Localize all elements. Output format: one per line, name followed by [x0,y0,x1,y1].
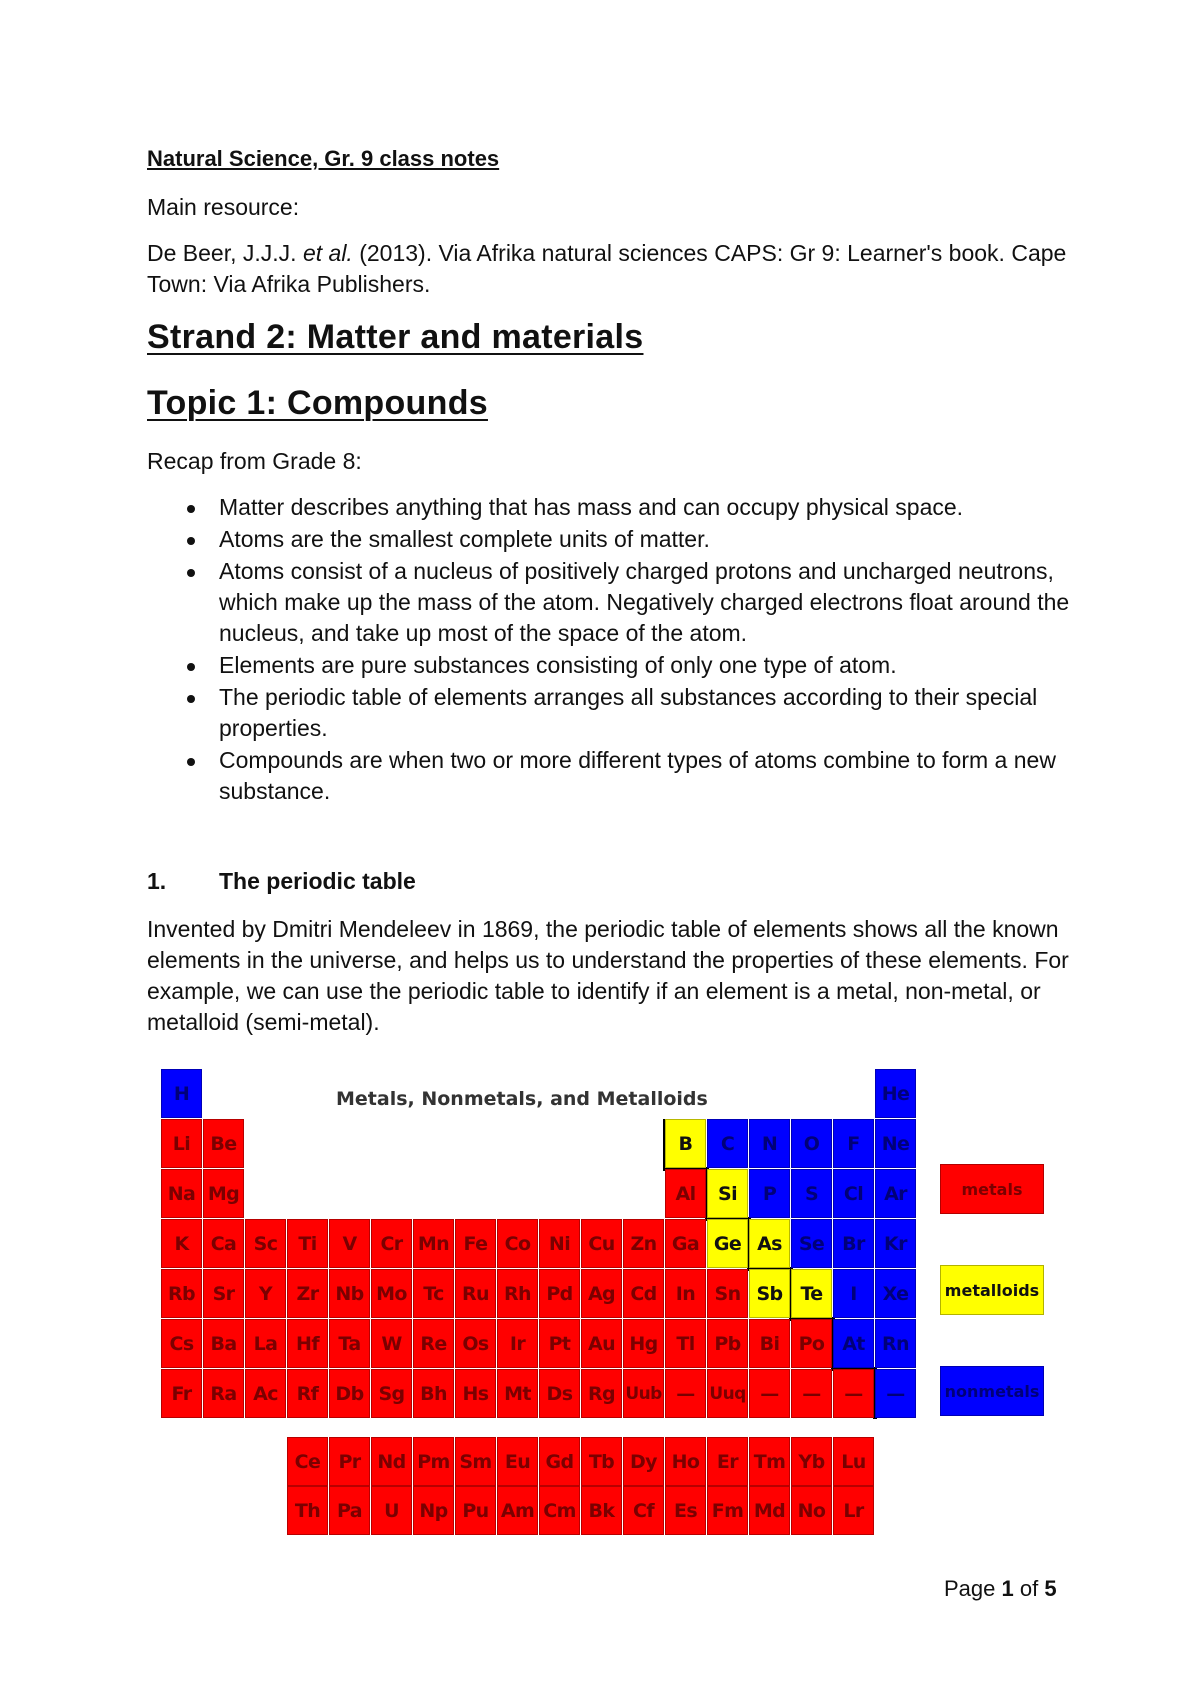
element-cell-li: Li [161,1119,202,1168]
list-item: Elements are pure substances consisting of only one type of atom. [147,650,1087,681]
element-cell-gd: Gd [539,1437,580,1486]
element-cell-bi: Bi [749,1319,790,1368]
element-cell-mo: Mo [371,1269,412,1318]
citation-authors: De Beer, J.J.J. [147,240,303,266]
element-cell-blank: — [833,1369,874,1418]
element-cell-tl: Tl [665,1319,706,1368]
element-cell-he: He [875,1069,916,1118]
section-number: 1. [147,868,167,894]
topic-heading: Topic 1: Compounds [147,384,488,422]
element-cell-er: Er [707,1437,748,1486]
element-cell-tm: Tm [749,1437,790,1486]
element-cell-ir: Ir [497,1319,538,1368]
element-cell-cm: Cm [539,1486,580,1535]
element-cell-bk: Bk [581,1486,622,1535]
resource-label: Main resource: [147,194,300,220]
element-cell-yb: Yb [791,1437,832,1486]
element-cell-tb: Tb [581,1437,622,1486]
document-title: Natural Science, Gr. 9 class notes [147,146,500,171]
element-cell-ca: Ca [203,1219,244,1268]
bullet-icon [187,695,195,703]
element-cell-ge: Ge [707,1219,748,1268]
element-cell-co: Co [497,1219,538,1268]
bullet-icon [187,537,195,545]
strand-heading: Strand 2: Matter and materials [147,318,644,356]
bullet-icon [187,505,195,513]
element-cell-la: La [245,1319,286,1368]
bullet-icon [187,663,195,671]
element-cell-sg: Sg [371,1369,412,1418]
element-cell-in: In [665,1269,706,1318]
element-cell-fr: Fr [161,1369,202,1418]
element-cell-sb: Sb [749,1269,790,1318]
bullet-icon [187,569,195,577]
element-cell-blank: — [791,1369,832,1418]
element-cell-se: Se [791,1219,832,1268]
element-cell-ne: Ne [875,1119,916,1168]
element-cell-h: H [161,1069,202,1118]
element-cell-cs: Cs [161,1319,202,1368]
metal-nonmetal-staircase-line [665,1119,875,1419]
element-cell-pt: Pt [539,1319,580,1368]
element-cell-nd: Nd [371,1437,412,1486]
recap-bullet-list [147,492,1087,808]
element-cell-blank: — [875,1369,916,1418]
element-cell-hs: Hs [455,1369,496,1418]
element-cell-xe: Xe [875,1269,916,1318]
element-cell-rb: Rb [161,1269,202,1318]
element-cell-fm: Fm [707,1486,748,1535]
element-cell-lu: Lu [833,1437,874,1486]
element-cell-w: W [371,1319,412,1368]
element-cell-hg: Hg [623,1319,664,1368]
element-cell-bh: Bh [413,1369,454,1418]
list-item: Atoms are the smallest complete units of matter. [147,524,1087,555]
element-cell-p: P [749,1169,790,1218]
element-cell-tc: Tc [413,1269,454,1318]
element-cell-mt: Mt [497,1369,538,1418]
element-cell-rh: Rh [497,1269,538,1318]
intro-paragraph: Invented by Dmitri Mendeleev in 1869, the periodic table of elements shows all the known elements in the universe, and helps us to understand the properties of these elements. For example, we can use the periodic table to identify if an element is a metal, non-metal, or metalloid (semi-metal). [147,916,1069,1035]
element-cell-k: K [161,1219,202,1268]
element-cell-cf: Cf [623,1486,664,1535]
element-cell-zn: Zn [623,1219,664,1268]
element-cell-kr: Kr [875,1219,916,1268]
element-cell-po: Po [791,1319,832,1368]
page-number: Page 1 of 5 [944,1576,1057,1601]
element-cell-ru: Ru [455,1269,496,1318]
legend-metals: metals [940,1164,1044,1214]
element-cell-sr: Sr [203,1269,244,1318]
element-cell-ga: Ga [665,1219,706,1268]
element-cell-au: Au [581,1319,622,1368]
element-cell-al: Al [665,1169,706,1218]
element-cell-pd: Pd [539,1269,580,1318]
element-cell-as: As [749,1219,790,1268]
element-cell-ce: Ce [287,1437,328,1486]
legend-metalloids: metalloids [940,1265,1044,1315]
element-cell-na: Na [161,1169,202,1218]
element-cell-u: U [371,1486,412,1535]
element-cell-nb: Nb [329,1269,370,1318]
element-cell-cr: Cr [371,1219,412,1268]
element-cell-cd: Cd [623,1269,664,1318]
element-cell-dy: Dy [623,1437,664,1486]
element-cell-fe: Fe [455,1219,496,1268]
element-cell-i: I [833,1269,874,1318]
element-cell-c: C [707,1119,748,1168]
element-cell-ra: Ra [203,1369,244,1418]
element-cell-pa: Pa [329,1486,370,1535]
list-item: Matter describes anything that has mass and can occupy physical space. [147,492,1087,523]
element-cell-rn: Rn [875,1319,916,1368]
element-cell-re: Re [413,1319,454,1368]
section-heading [147,868,416,895]
list-item: The periodic table of elements arranges all substances according to their special properties. [147,682,1087,744]
periodic-table-title: Metals, Nonmetals, and Metalloids [336,1088,708,1110]
element-cell-eu: Eu [497,1437,538,1486]
element-cell-ba: Ba [203,1319,244,1368]
element-cell-ds: Ds [539,1369,580,1418]
bullet-icon [187,758,195,766]
element-cell-blank: — [665,1369,706,1418]
element-cell-mn: Mn [413,1219,454,1268]
element-cell-te: Te [791,1269,832,1318]
element-cell-y: Y [245,1269,286,1318]
element-cell-br: Br [833,1219,874,1268]
element-cell-uuq: Uuq [707,1369,748,1418]
element-cell-pr: Pr [329,1437,370,1486]
element-cell-am: Am [497,1486,538,1535]
legend-nonmetals: nonmetals [940,1366,1044,1416]
element-cell-db: Db [329,1369,370,1418]
element-cell-sm: Sm [455,1437,496,1486]
element-cell-sn: Sn [707,1269,748,1318]
element-cell-th: Th [287,1486,328,1535]
element-cell-f: F [833,1119,874,1168]
element-cell-blank: — [749,1369,790,1418]
element-cell-be: Be [203,1119,244,1168]
list-item: Compounds are when two or more different types of atoms combine to form a new substance. [147,745,1087,807]
element-cell-no: No [791,1486,832,1535]
element-cell-ag: Ag [581,1269,622,1318]
citation-details: (2013). Via Afrika natural sciences CAPS: Gr 9: Learner's book. Cape Town: Via Afrika Publishers. [147,240,1067,297]
element-cell-ta: Ta [329,1319,370,1368]
recap-label: Recap from Grade 8: [147,448,362,474]
element-cell-o: O [791,1119,832,1168]
element-cell-sc: Sc [245,1219,286,1268]
element-cell-cu: Cu [581,1219,622,1268]
element-cell-pu: Pu [455,1486,496,1535]
element-cell-rg: Rg [581,1369,622,1418]
element-cell-ar: Ar [875,1169,916,1218]
element-cell-pb: Pb [707,1319,748,1368]
element-cell-md: Md [749,1486,790,1535]
element-cell-v: V [329,1219,370,1268]
element-cell-pm: Pm [413,1437,454,1486]
element-cell-b: B [665,1119,706,1168]
element-cell-os: Os [455,1319,496,1368]
element-cell-lr: Lr [833,1486,874,1535]
element-cell-hf: Hf [287,1319,328,1368]
citation-etal: et al. [302,240,353,266]
element-cell-s: S [791,1169,832,1218]
element-cell-cl: Cl [833,1169,874,1218]
element-cell-ni: Ni [539,1219,580,1268]
element-cell-ti: Ti [287,1219,328,1268]
element-cell-es: Es [665,1486,706,1535]
element-cell-zr: Zr [287,1269,328,1318]
element-cell-si: Si [707,1169,748,1218]
element-cell-at: At [833,1319,874,1368]
section-title: The periodic table [219,868,416,894]
element-cell-n: N [749,1119,790,1168]
element-cell-ac: Ac [245,1369,286,1418]
citation [147,238,1107,300]
element-cell-uub: Uub [623,1369,664,1418]
element-cell-np: Np [413,1486,454,1535]
element-cell-mg: Mg [203,1169,244,1218]
element-cell-rf: Rf [287,1369,328,1418]
element-cell-ho: Ho [665,1437,706,1486]
list-item: Atoms consist of a nucleus of positively charged protons and uncharged neutrons, which make up the mass of the atom. Negatively charged electrons float around the nucleus, and take up most of the space of the atom. [147,556,1087,649]
